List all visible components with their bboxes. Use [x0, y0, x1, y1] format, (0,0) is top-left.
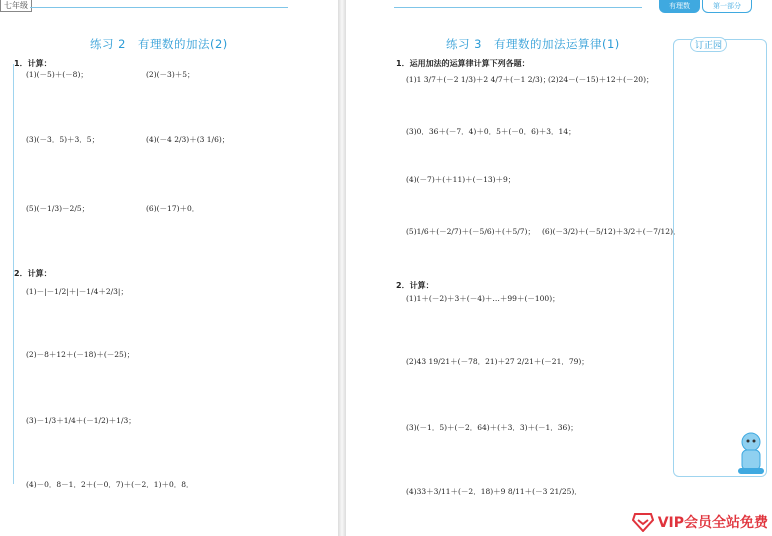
top-rule [394, 7, 642, 8]
left-section2-label: 2．计算： [14, 269, 52, 278]
problem: (5)1/6＋(－2/7)＋(－5/6)＋(＋5/7)； [406, 227, 535, 236]
grade-tag: 七年级 [0, 0, 32, 12]
right-section1-label: 1．运用加法的运算律计算下列各题： [396, 59, 530, 68]
problem: (6)(－17)＋0． [146, 204, 200, 213]
vip-text: VIP会员全站免费 [657, 515, 768, 531]
right-title: 练习 3 有理数的加法运算律(1) [446, 37, 620, 51]
mascot-illustration [732, 430, 770, 478]
problem: (5)(－1/3)－2/5； [26, 204, 90, 213]
tab-part: 第一部分 [702, 0, 752, 13]
problem: (4)－0．8－1．2＋(－0．7)＋(－2．1)＋0．8． [26, 480, 194, 489]
problem: (2)24－(－15)＋12＋(－20)； [548, 75, 654, 84]
problem: (1)1＋(－2)＋3＋(－4)＋…＋99＋(－100)； [406, 294, 560, 303]
left-title: 练习 2 有理数的加法(2) [90, 37, 228, 51]
problem: (2)43 19/21＋(－78．21)＋27 2/21＋(－21．79)； [406, 357, 589, 366]
problem: (2)－8＋12＋(－18)＋(－25)； [26, 350, 135, 359]
diamond-icon [632, 512, 654, 532]
correction-area [673, 39, 767, 477]
problem: (4)(－4 2/3)＋(3 1/6)； [146, 135, 230, 144]
problem: (4)33＋3/11＋(－2．18)＋9 8/11＋(－3 21/25)． [406, 487, 582, 496]
right-section2-label: 2．计算： [396, 281, 434, 290]
problem: (3)(－3．5)＋3．5； [26, 135, 100, 144]
problem: (3)(－1．5)＋(－2．64)＋(＋3．3)＋(－1．36)； [406, 423, 578, 432]
problem: (1)1 3/7＋(－2 1/3)＋2 4/7＋(－1 2/3)； [406, 75, 551, 84]
left-page [0, 0, 338, 536]
header-tabs [659, 0, 752, 13]
problem: (3)0．36＋(－7．4)＋0．5＋(－0．6)＋3．14； [406, 127, 576, 136]
problem: (1)－|－1/2|＋|－1/4＋2/3|； [26, 287, 128, 296]
tab-unit: 有理数 [659, 0, 700, 13]
problem: (4)(－7)＋(＋11)＋(－13)＋9； [406, 175, 516, 184]
top-rule [30, 7, 288, 8]
problem: (2)(－3)＋5； [146, 70, 195, 79]
correction-area-title: 订正园 [690, 37, 727, 52]
problem: (3)－1/3＋1/4＋(－1/2)＋1/3； [26, 416, 136, 425]
problem: (6)(－3/2)＋(－5/12)＋3/2＋(－7/12)． [542, 227, 681, 236]
left-section1-label: 1．计算： [14, 59, 52, 68]
vip-watermark [632, 512, 768, 532]
problem: (1)(－5)＋(－8)； [26, 70, 88, 79]
book-gutter [338, 0, 346, 536]
